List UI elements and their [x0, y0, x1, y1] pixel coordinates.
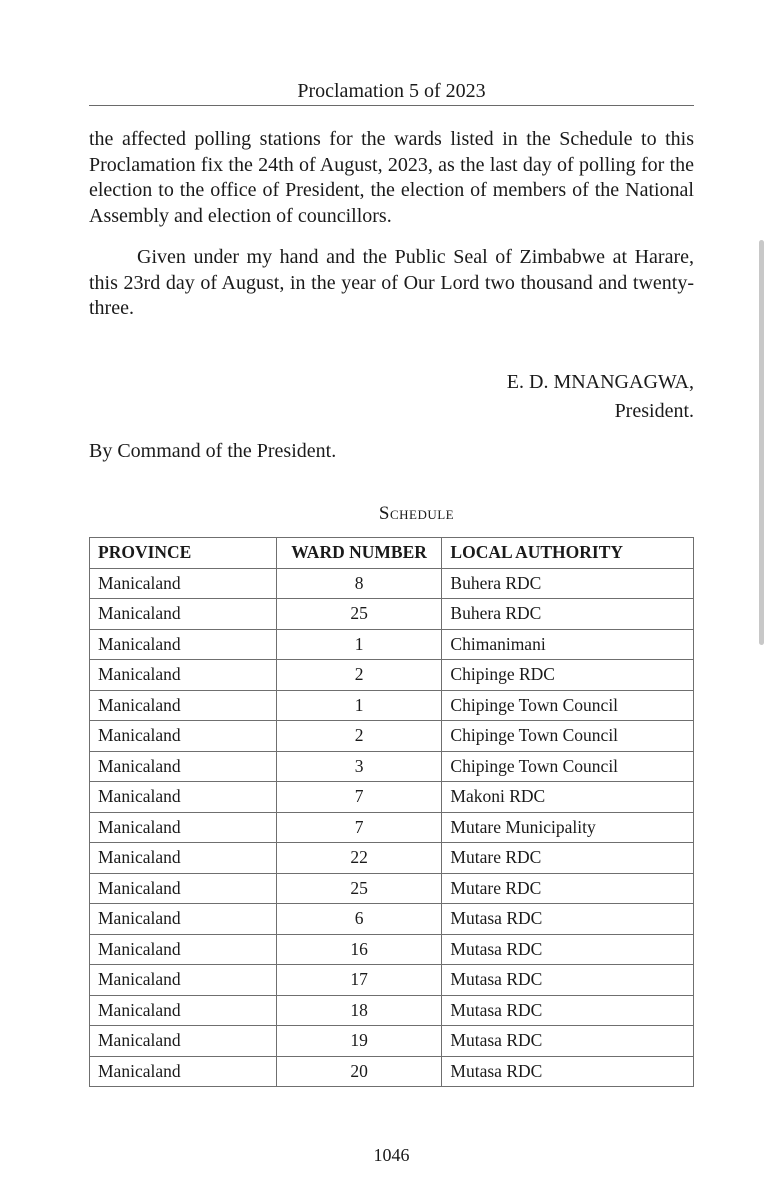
cell-local-authority: Buhera RDC	[442, 599, 694, 630]
table-row	[90, 599, 694, 630]
command-line: By Command of the President.	[89, 440, 337, 462]
cell-province: Manicaland	[90, 721, 277, 752]
header-divider	[89, 105, 694, 106]
cell-ward-number: 6	[276, 904, 442, 935]
cell-local-authority: Buhera RDC	[442, 568, 694, 599]
schedule-title: Schedule	[378, 503, 455, 524]
cell-local-authority: Chipinge RDC	[442, 660, 694, 691]
cell-ward-number: 20	[276, 1056, 442, 1087]
cell-province: Manicaland	[90, 843, 277, 874]
cell-local-authority: Mutare RDC	[442, 873, 694, 904]
cell-ward-number: 7	[276, 812, 442, 843]
cell-ward-number: 8	[276, 568, 442, 599]
schedule-table	[89, 537, 694, 1087]
scrollbar-thumb[interactable]	[759, 240, 764, 645]
cell-local-authority: Mutasa RDC	[442, 1056, 694, 1087]
cell-ward-number: 1	[276, 690, 442, 721]
cell-province: Manicaland	[90, 599, 277, 630]
cell-province: Manicaland	[90, 660, 277, 691]
table-row	[90, 965, 694, 996]
cell-ward-number: 25	[276, 599, 442, 630]
cell-province: Manicaland	[90, 782, 277, 813]
table-row	[90, 934, 694, 965]
page-number: 1046	[373, 1145, 410, 1165]
cell-local-authority: Mutare RDC	[442, 843, 694, 874]
body-paragraph-2: Given under my hand and the Public Seal of Zimbabwe at Harare, this 23rd day of August, in the year of Our Lord two thousand and twenty-three.	[89, 246, 694, 319]
cell-local-authority: Mutasa RDC	[442, 1026, 694, 1057]
cell-local-authority: Mutasa RDC	[442, 965, 694, 996]
cell-province: Manicaland	[90, 629, 277, 660]
cell-province: Manicaland	[90, 812, 277, 843]
table-row	[90, 690, 694, 721]
cell-local-authority: Chipinge Town Council	[442, 690, 694, 721]
cell-province: Manicaland	[90, 690, 277, 721]
cell-local-authority: Mutasa RDC	[442, 995, 694, 1026]
cell-province: Manicaland	[90, 995, 277, 1026]
cell-ward-number: 3	[276, 751, 442, 782]
cell-ward-number: 22	[276, 843, 442, 874]
page-header-title: Proclamation 5 of 2023	[297, 80, 486, 102]
cell-ward-number: 19	[276, 1026, 442, 1057]
cell-local-authority: Makoni RDC	[442, 782, 694, 813]
schedule-header-row	[90, 538, 694, 569]
scrollbar[interactable]	[757, 0, 769, 1200]
cell-local-authority: Chipinge Town Council	[442, 751, 694, 782]
cell-local-authority: Chipinge Town Council	[442, 721, 694, 752]
table-row	[90, 843, 694, 874]
table-row	[90, 568, 694, 599]
body-paragraph-1: the affected polling stations for the wards listed in the Schedule to this Proclamation fix the 24th of August, 2023, as the last day of polling for the election to the office of President, the election of members of the National Assembly and election of councillors.	[89, 128, 694, 227]
cell-local-authority: Mutasa RDC	[442, 934, 694, 965]
table-row	[90, 721, 694, 752]
table-row	[90, 812, 694, 843]
table-row	[90, 873, 694, 904]
cell-local-authority: Mutare Municipality	[442, 812, 694, 843]
signatory-title: President.	[614, 400, 694, 422]
table-row	[90, 1026, 694, 1057]
cell-ward-number: 1	[276, 629, 442, 660]
cell-province: Manicaland	[90, 873, 277, 904]
column-header-ward-number: WARD NUMBER	[276, 538, 442, 569]
column-header-local-authority: LOCAL AUTHORITY	[442, 538, 694, 569]
table-row	[90, 751, 694, 782]
cell-local-authority: Mutasa RDC	[442, 904, 694, 935]
table-row	[90, 660, 694, 691]
column-header-province: PROVINCE	[90, 538, 277, 569]
cell-local-authority: Chimanimani	[442, 629, 694, 660]
cell-ward-number: 16	[276, 934, 442, 965]
cell-ward-number: 18	[276, 995, 442, 1026]
schedule-table-body	[90, 568, 694, 1087]
table-row	[90, 629, 694, 660]
cell-ward-number: 25	[276, 873, 442, 904]
cell-ward-number: 2	[276, 721, 442, 752]
cell-ward-number: 7	[276, 782, 442, 813]
cell-province: Manicaland	[90, 934, 277, 965]
signatory-name: E. D. MNANGAGWA,	[506, 371, 694, 393]
cell-province: Manicaland	[90, 751, 277, 782]
cell-province: Manicaland	[90, 904, 277, 935]
cell-ward-number: 2	[276, 660, 442, 691]
table-row	[90, 904, 694, 935]
cell-ward-number: 17	[276, 965, 442, 996]
cell-province: Manicaland	[90, 1056, 277, 1087]
cell-province: Manicaland	[90, 1026, 277, 1057]
table-row	[90, 995, 694, 1026]
cell-province: Manicaland	[90, 965, 277, 996]
table-row	[90, 1056, 694, 1087]
cell-province: Manicaland	[90, 568, 277, 599]
table-row	[90, 782, 694, 813]
